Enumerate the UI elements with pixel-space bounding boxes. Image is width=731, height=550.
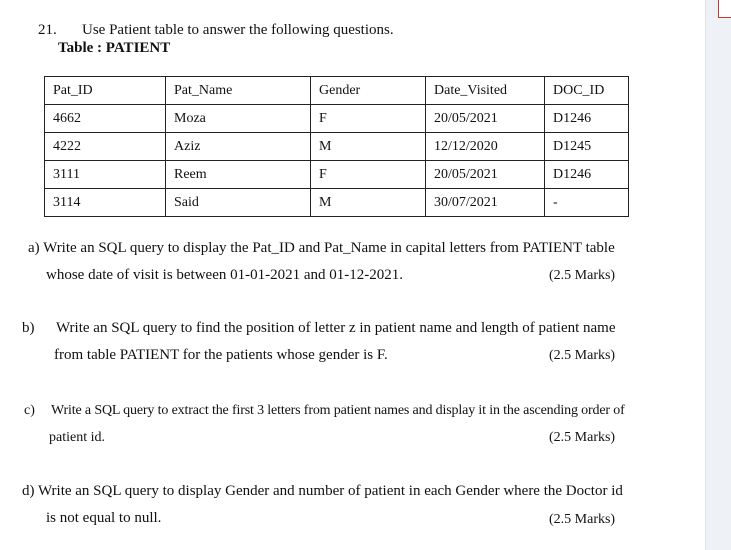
part-a-marks: (2.5 Marks): [549, 268, 616, 283]
header-doc-id: DOC_ID: [545, 77, 629, 105]
table-header-row: [45, 77, 629, 105]
table-title: Table : PATIENT: [58, 40, 171, 56]
question-number: 21.: [38, 22, 57, 38]
header-pat-name: Pat_Name: [166, 77, 311, 105]
cell-pat-id: 3111: [45, 161, 166, 189]
header-pat-id: Pat_ID: [45, 77, 166, 105]
part-b-line2: from table PATIENT for the patients whose gender is F.: [54, 347, 388, 363]
table-row: [45, 133, 629, 161]
part-a-line1: a) Write an SQL query to display the Pat_ID and Pat_Name in capital letters from PATIENT table: [28, 240, 615, 256]
part-d-marks: (2.5 Marks): [549, 512, 616, 527]
page-corner-marker: [718, 0, 731, 18]
cell-doc-id: -: [545, 189, 629, 217]
part-c-line1: Write a SQL query to extract the first 3 letters from patient names and display it in the ascending order of: [51, 403, 625, 418]
cell-doc-id: D1246: [545, 161, 629, 189]
part-c-marks: (2.5 Marks): [549, 430, 616, 445]
cell-gender: F: [311, 105, 426, 133]
part-b-label: b): [22, 320, 35, 336]
part-c-line2: patient id.: [49, 430, 105, 445]
part-c: [51, 397, 625, 451]
header-date-visited: Date_Visited: [426, 77, 545, 105]
cell-pat-id: 4222: [45, 133, 166, 161]
cell-pat-name: Said: [166, 189, 311, 217]
table-row: [45, 161, 629, 189]
cell-gender: F: [311, 161, 426, 189]
cell-pat-name: Reem: [166, 161, 311, 189]
patient-table: [44, 76, 629, 217]
table-row: [45, 105, 629, 133]
part-d: [22, 478, 623, 532]
part-b-marks: (2.5 Marks): [549, 348, 616, 363]
cell-date-visited: 20/05/2021: [426, 161, 545, 189]
question-intro: Use Patient table to answer the following questions.: [82, 22, 394, 38]
part-a-line2: whose date of visit is between 01-01-2021 and 01-12-2021.: [46, 267, 404, 283]
cell-date-visited: 30/07/2021: [426, 189, 545, 217]
table-row: [45, 189, 629, 217]
cell-pat-name: Moza: [166, 105, 311, 133]
part-b: [56, 315, 616, 369]
part-d-line1: d) Write an SQL query to display Gender and number of patient in each Gender where the Doctor id: [22, 483, 623, 499]
cell-pat-id: 4662: [45, 105, 166, 133]
part-d-line2: is not equal to null.: [46, 510, 162, 526]
cell-date-visited: 12/12/2020: [426, 133, 545, 161]
cell-doc-id: D1246: [545, 105, 629, 133]
cell-doc-id: D1245: [545, 133, 629, 161]
cell-date-visited: 20/05/2021: [426, 105, 545, 133]
header-gender: Gender: [311, 77, 426, 105]
right-margin-strip: [705, 0, 731, 550]
cell-pat-id: 3114: [45, 189, 166, 217]
part-c-label: c): [24, 403, 35, 418]
part-b-line1: Write an SQL query to find the position of letter z in patient name and length of patient name: [56, 320, 616, 336]
cell-gender: M: [311, 189, 426, 217]
cell-pat-name: Aziz: [166, 133, 311, 161]
part-a: [28, 235, 615, 289]
cell-gender: M: [311, 133, 426, 161]
